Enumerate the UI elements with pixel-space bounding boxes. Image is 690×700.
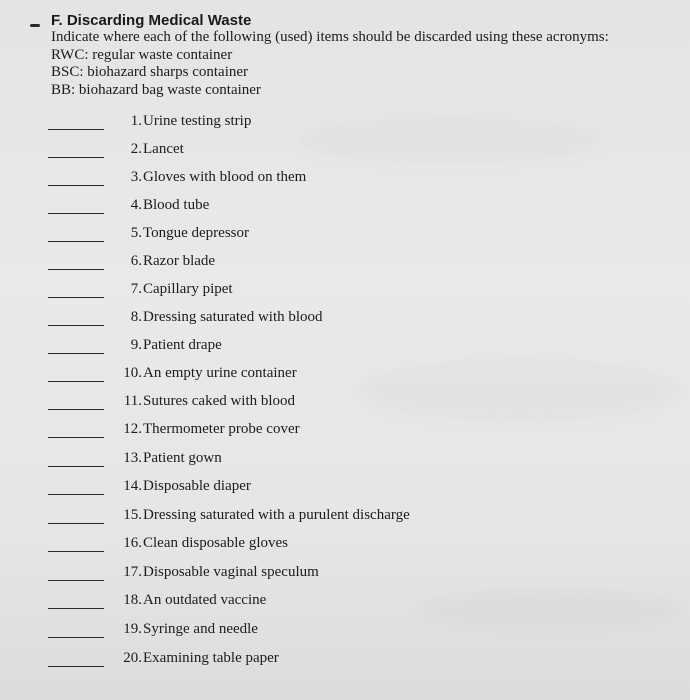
item-number: 20. [123,650,142,666]
answer-blank[interactable] [48,523,104,524]
answer-blank[interactable] [48,213,104,214]
item-number: 4. [130,197,142,213]
answer-blank[interactable] [48,129,104,130]
item-number: 15. [123,507,142,523]
item-label: Urine testing strip [143,113,252,129]
acronym-bsc: BSC: biohazard sharps container [51,64,249,80]
item-number: 19. [123,621,142,637]
item-label: Dressing saturated with blood [143,309,323,325]
item-label: Patient gown [143,450,222,466]
item-number: 18. [123,592,142,608]
item-label: Patient drape [143,337,222,353]
acronym-bb: BB: biohazard bag waste container [51,81,261,98]
item-number: 1. [130,113,142,129]
item-number: 16. [123,535,142,551]
item-label: Clean disposable gloves [143,535,288,551]
item-label: Lancet [143,141,184,157]
answer-blank[interactable] [48,325,104,326]
acronym-rwc: RWC: regular waste container [51,46,233,63]
answer-blank[interactable] [48,157,104,158]
answer-blank[interactable] [48,381,104,382]
answer-blank[interactable] [48,551,104,552]
item-label: Examining table paper [143,650,279,666]
item-label: Sutures caked with blood [143,393,296,409]
item-number: 14. [123,478,142,494]
item-number: 13. [123,450,142,466]
item-number: 6. [130,253,142,269]
item-number: 12. [123,421,142,437]
item-number: 3. [130,169,142,185]
item-label: Dressing saturated with a purulent discharge [143,507,410,523]
item-number: 5. [130,225,142,241]
item-number: 17. [123,564,142,580]
answer-blank[interactable] [48,494,104,495]
item-number: 10. [123,365,142,381]
answer-blank[interactable] [48,580,104,581]
answer-blank[interactable] [48,185,104,186]
item-number: 9. [130,337,142,353]
answer-blank[interactable] [48,297,104,298]
answer-blank[interactable] [48,466,104,467]
item-label: Capillary pipet [143,281,233,297]
answer-blank[interactable] [48,241,104,242]
item-label: Gloves with blood on them [143,169,307,185]
item-number: 11. [123,393,142,409]
item-label: Blood tube [143,197,210,213]
answer-blank[interactable] [48,666,104,667]
instructions-text: Indicate where each of the following (used) items should be discarded using these acronyms: [51,29,609,45]
item-label: Syringe and needle [143,621,258,637]
answer-blank[interactable] [48,409,104,410]
item-number: 8. [130,309,142,325]
answer-blank[interactable] [48,437,104,438]
item-number: 2. [130,141,142,157]
item-label: Thermometer probe cover [143,421,300,437]
answer-blank[interactable] [48,353,104,354]
answer-blank[interactable] [48,637,104,638]
item-label: Razor blade [143,253,216,269]
item-label: Disposable vaginal speculum [143,564,319,580]
item-number: 7. [130,281,142,297]
item-label: Disposable diaper [143,478,251,494]
item-label: An empty urine container [143,365,297,381]
section-title: F. Discarding Medical Waste [51,12,252,29]
item-label: An outdated vaccine [143,592,267,608]
answer-blank[interactable] [48,608,104,609]
item-label: Tongue depressor [143,225,250,241]
answer-blank[interactable] [48,269,104,270]
